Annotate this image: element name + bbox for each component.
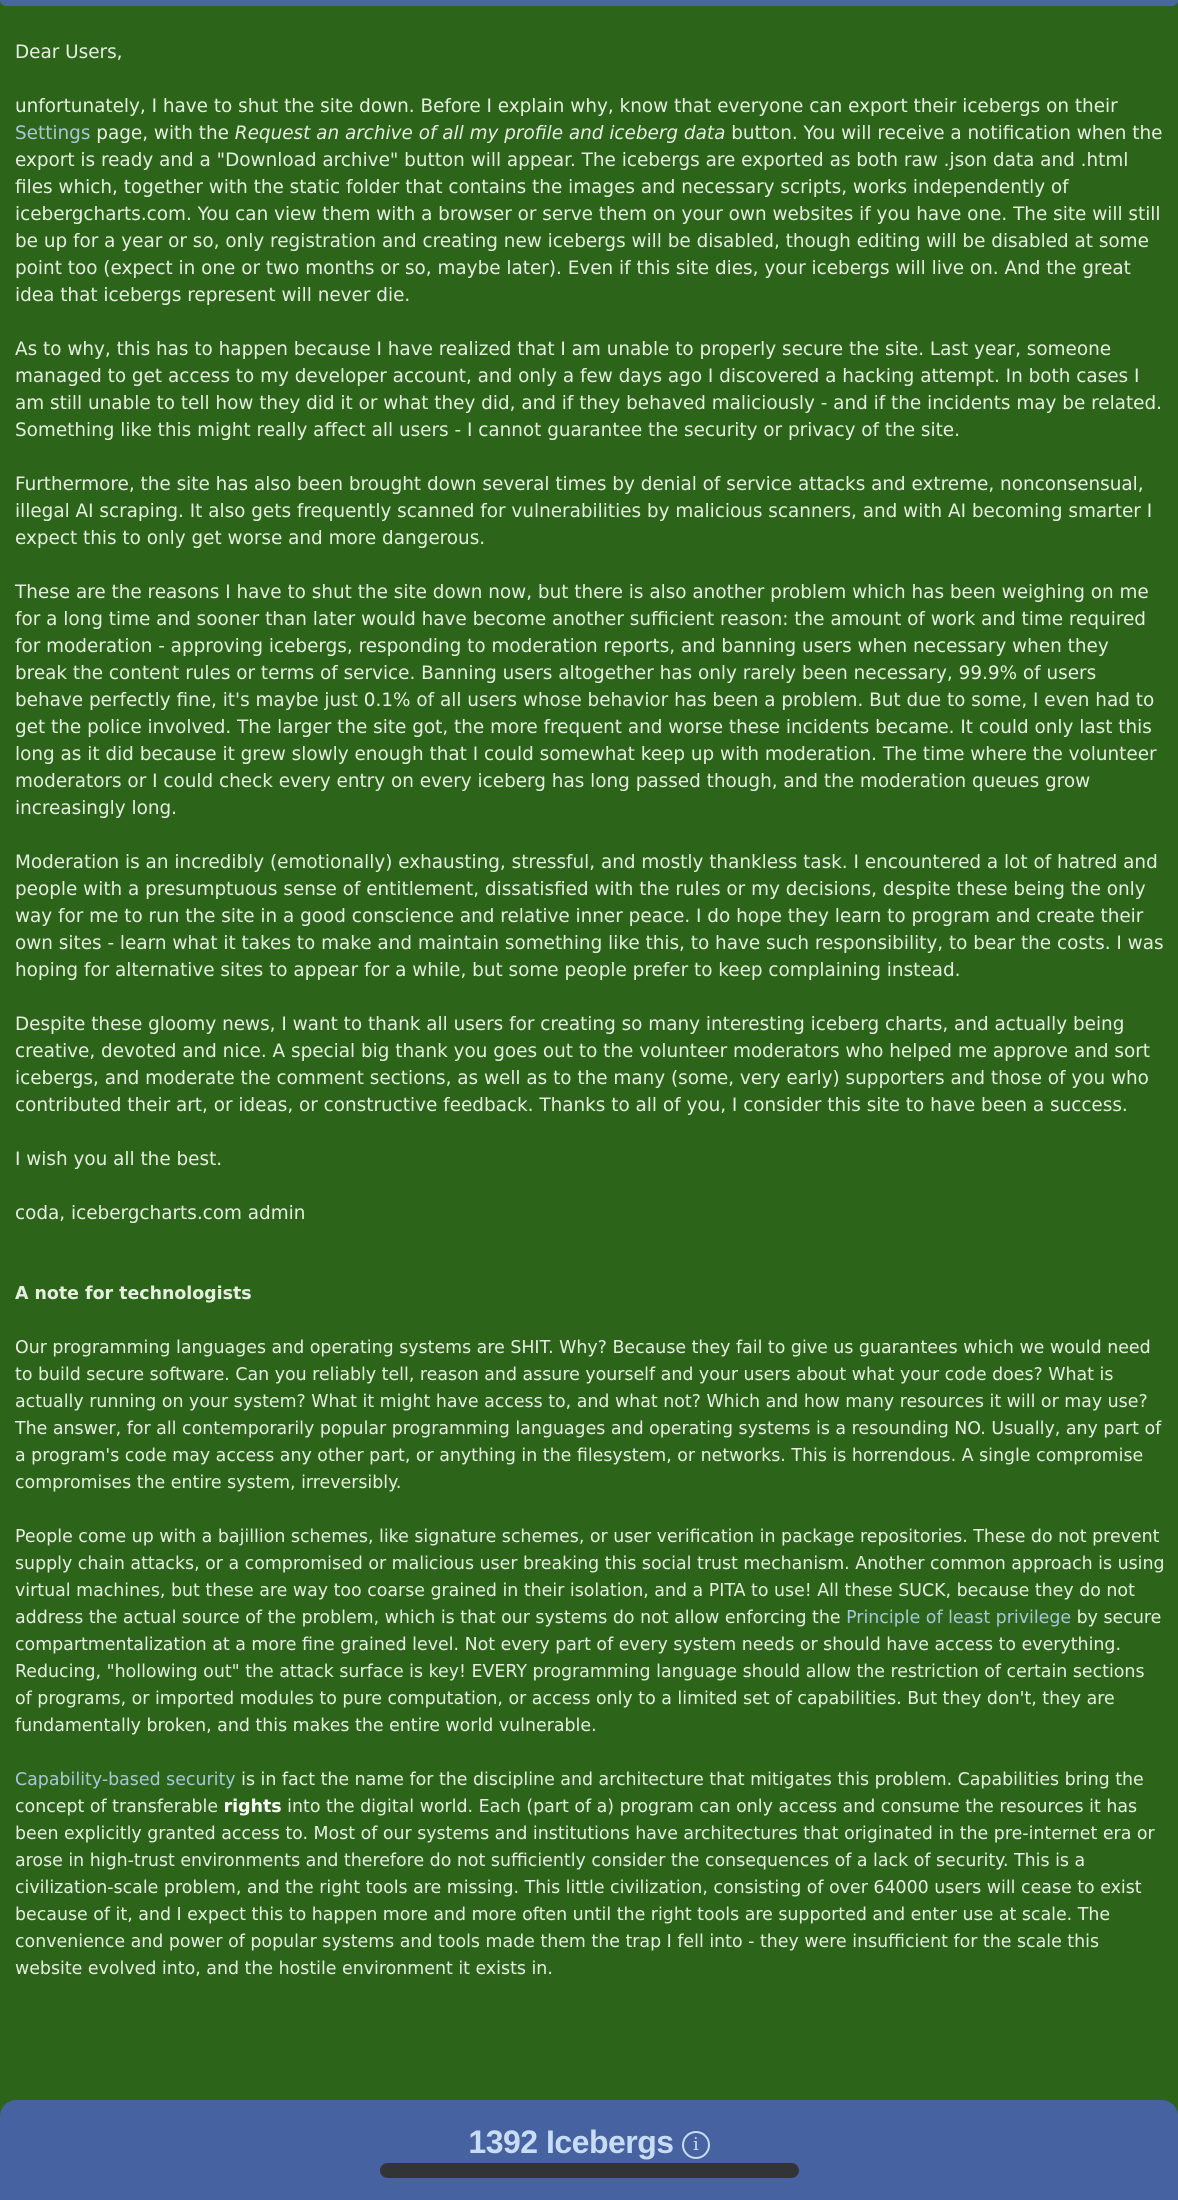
paragraph-moderation-workload: These are the reasons I have to shut the site down now, but there is also another problem which has been weighing on me for a long time and sooner than later would have become another sufficient reason: the amount of work and time required for moderation - approving icebergs, responding to moderation reports, and banning users when necessary when they break the content rules or terms of service. Banning users altogether has only rarely been necessary, 99.9% of users behave perfectly fine, it's maybe just 0.1% of all users whose behavior has been a problem. But due to some, I even had to get the police involved. The larger the site got, the more frequent and worse these incidents became. It could only last this long as it did because it grew slowly enough that I could somewhat keep up with moderation. The time where the volunteer moderators or I could check every entry on every iceberg has long passed though, and the moderation queues grow increasingly long.	[15, 582, 1157, 819]
announcement	[15, 39, 1165, 2010]
tech-paragraph-capabilities: Capability-based security is in fact the name for the discipline and architecture that mitigates this problem. Capabilities bring the concept of transferable rights into the digital world. Each (part of a) program can only access and consume the resources it has been explicitly granted access to. Most of our systems and institutions have architectures that originated in the pre-internet era or arose in high-trust environments and therefore do not sufficiently consider the consequences of a lack of security. This is a civilization-scale problem, and the right tools are missing. This little civilization, consisting of over 64000 users will cease to exist because of it, and I expect this to happen more and more often until the right tools are supported and enter use at scale. The convenience and power of popular systems and tools made them the trap I fell into - they were insufficient for the scale this website evolved into, and the hostile environment it exists in.	[15, 1770, 1155, 1979]
info-icon[interactable]: i	[682, 2131, 710, 2159]
signature: coda, icebergcharts.com admin	[15, 1203, 306, 1224]
top-bar	[0, 0, 1178, 6]
paragraph-security: As to why, this has to happen because I have realized that I am unable to properly secure the site. Last year, someone managed to get access to my developer account, and only a few days ago I discovered a hacking attempt. In both cases I am still unable to tell how they did it or what they did, and if they behaved maliciously - and if the incidents may be related. Something like this might really affect all users - I cannot guarantee the security or privacy of the site.	[15, 339, 1162, 441]
paragraph-moderation-stress: Moderation is an incredibly (emotionally) exhausting, stressful, and mostly thankless task. I encountered a lot of hatred and people with a presumptuous sense of entitlement, dissatisfied with the rules or my decisions, despite these being the only way for me to run the site in a good conscience and relative inner peace. I do hope they learn to program and create their own sites - learn what it takes to make and maintain something like this, to have such responsibility, to bear the costs. I was hoping for alternative sites to appear for a while, but some people prefer to keep complaining instead.	[15, 852, 1164, 981]
iceberg-count-title[interactable]	[0, 2124, 1178, 2161]
paragraph-thanks: Despite these gloomy news, I want to thank all users for creating so many interesting iceberg charts, and actually being creative, devoted and nice. A special big thank you goes out to the volunteer moderators who helped me approve and sort icebergs, and moderate the comment sections, as well as to the many (some, very early) supporters and those of you who contributed their art, or ideas, or constructive feedback. Thanks to all of you, I consider this site to have been a success.	[15, 1014, 1151, 1116]
closing: I wish you all the best.	[15, 1149, 223, 1170]
tech-paragraph-schemes: People come up with a bajillion schemes, like signature schemes, or user verification in package repositories. These do not prevent supply chain attacks, or a compromised or malicious user breaking this social trust mechanism. Another common approach is using virtual machines, but these are way too coarse grained in their isolation, and a PITA to use! All these SUCK, because they do not address the actual source of the problem, which is that our systems do not allow enforcing the Principle of least privilege by secure compartmentalization at a more fine grained level. Not every part of every system needs or should have access to everything. Reducing, "hollowing out" the attack surface is key! EVERY programming language should allow the restriction of certain sections of programs, or imported modules to pure computation, or access only to a limited set of capabilities. But they don't, they are fundamentally broken, and this makes the entire world vulnerable.	[15, 1527, 1165, 1736]
iceberg-count-label: 1392 Icebergs	[468, 2124, 674, 2160]
settings-link[interactable]: Settings	[15, 123, 91, 144]
capability-security-link[interactable]: Capability-based security	[15, 1770, 236, 1790]
archive-button-name: Request an archive of all my profile and iceberg data	[234, 123, 726, 144]
paragraph-export: unfortunately, I have to shut the site down. Before I explain why, know that everyone can export their icebergs on their Settings page, with the Request an archive of all my profile and iceberg data button. You will receive a notification when the export is ready and a "Download archive" button will appear. The icebergs are exported as both raw .json data and .html files which, together with the static folder that contains the images and necessary scripts, works independently of icebergcharts.com. You can view them with a browser or serve them on your own websites if you have one. The site will still be up for a year or so, only registration and creating new icebergs will be disabled, though editing will be disabled at some point too (expect in one or two months or so, maybe later). Even if this site dies, your icebergs will live on. And the great idea that icebergs represent will never die.	[15, 96, 1163, 306]
greeting: Dear Users,	[15, 42, 123, 63]
home-indicator[interactable]	[380, 2163, 799, 2178]
paragraph-attacks: Furthermore, the site has also been brought down several times by denial of service attacks and extreme, nonconsensual, illegal AI scraping. It also gets frequently scanned for vulnerabilities by malicious scanners, and with AI becoming smarter I expect this to only get worse and more dangerous.	[15, 474, 1153, 549]
tech-note-heading: A note for technologists	[15, 1284, 252, 1304]
least-privilege-link[interactable]: Principle of least privilege	[846, 1608, 1072, 1628]
rights-bold: rights	[223, 1797, 282, 1817]
tech-paragraph-languages: Our programming languages and operating systems are SHIT. Why? Because they fail to give us guarantees which we would need to build secure software. Can you reliably tell, reason and assure yourself and your users about what your code does? What is actually running on your system? What it might have access to, and what not? Which and how many resources it will or may use? The answer, for all contemporarily popular programming languages and operating systems is a resounding NO. Usually, any part of a program's code may access any other part, or anything in the filesystem, or networks. This is horrendous. A single compromise compromises the entire system, irreversibly.	[15, 1338, 1162, 1493]
